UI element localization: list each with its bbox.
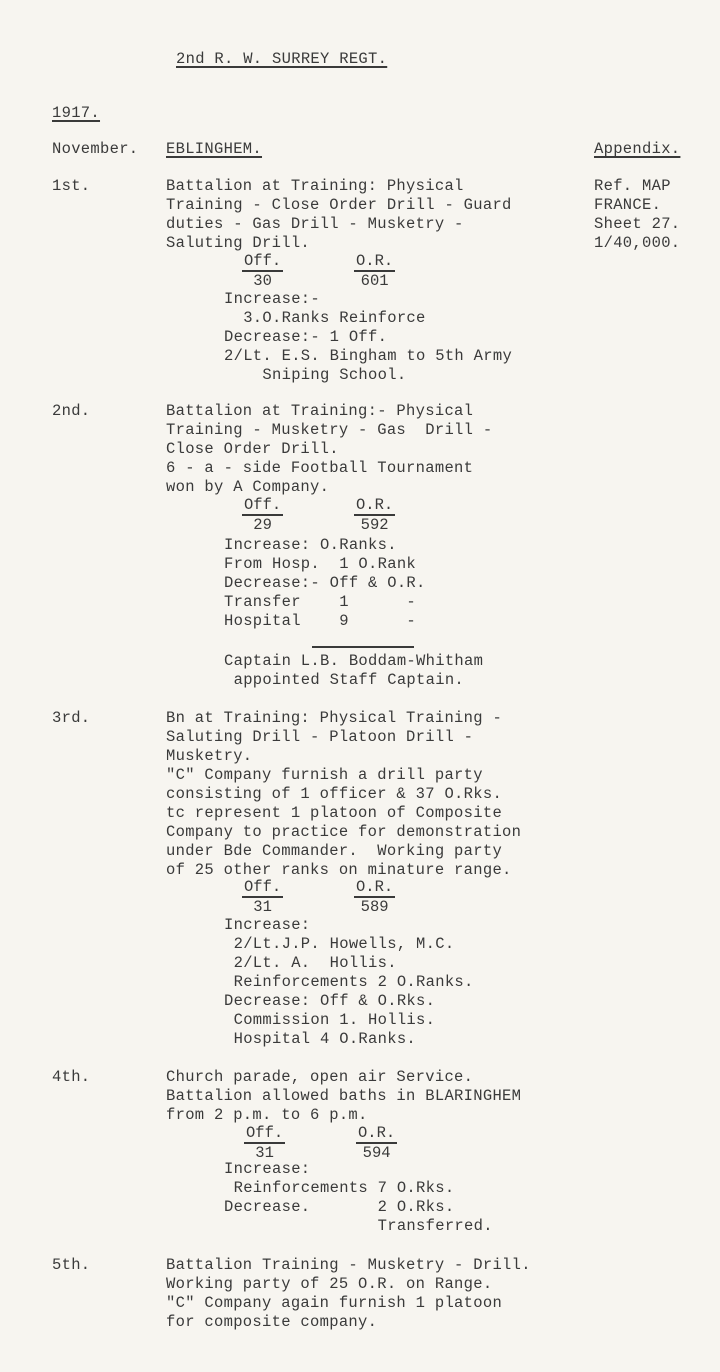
entry-line: Close Order Drill.: [166, 440, 339, 458]
appointment-line: appointed Staff Captain.: [224, 671, 465, 689]
entry-line: Saluting Drill - Platoon Drill -: [166, 728, 474, 746]
entry-line: 6 - a - side Football Tournament: [166, 459, 474, 477]
officers-strength: Off. 31: [246, 1124, 284, 1162]
divider-rule: [312, 646, 414, 648]
entry-line: from 2 p.m. to 6 p.m.: [166, 1106, 368, 1124]
other-ranks-strength: $\frac{O.R.}{592}$: [356, 496, 394, 534]
note-line: Transferred.: [224, 1217, 493, 1235]
year-heading: 1917.: [52, 104, 101, 122]
entry-date: 1st.: [52, 177, 91, 195]
other-ranks-strength: $\frac{O.R.}{594}$: [358, 1124, 396, 1162]
note-line: Sniping School.: [224, 366, 407, 384]
entry-date: 4th.: [52, 1068, 91, 1086]
note-line: 2/Lt. A. Hollis.: [224, 954, 397, 972]
month-label: November.: [52, 140, 139, 158]
regiment-title: 2nd R. W. SURREY REGT.: [176, 50, 388, 68]
appendix-heading: Appendix.: [594, 140, 681, 158]
note-line: Decrease: Off & O.Rks.: [224, 992, 436, 1010]
entry-line: tc represent 1 platoon of Composite: [166, 804, 503, 822]
note-line: Increase: O.Ranks.: [224, 536, 397, 554]
note-line: Increase:: [224, 916, 311, 934]
map-ref-line: Ref. MAP: [594, 177, 671, 195]
entry-line: Saluting Drill.: [166, 234, 311, 252]
entry-line: won by A Company.: [166, 478, 330, 496]
note-line: 2/Lt.J.P. Howells, M.C.: [224, 935, 455, 953]
other-ranks-strength: $\frac{O.R.}{601}$: [356, 252, 394, 290]
entry-line: Battalion Training - Musketry - Drill.: [166, 1256, 531, 1274]
note-line: Reinforcements 7 O.Rks.: [224, 1179, 455, 1197]
entry-line: "C" Company furnish a drill party: [166, 766, 483, 784]
entry-line: Battalion allowed baths in BLARINGHEM: [166, 1087, 522, 1105]
officers-strength: Off. 29: [244, 496, 282, 534]
note-line: 3.O.Ranks Reinforce: [224, 309, 426, 327]
entry-line: "C" Company again furnish 1 platoon: [166, 1294, 503, 1312]
note-line: Decrease:- Off & O.R.: [224, 574, 426, 592]
entry-date: 3rd.: [52, 709, 91, 727]
entry-line: Training - Musketry - Gas Drill -: [166, 421, 493, 439]
note-line: Increase:: [224, 1160, 311, 1178]
entry-line: duties - Gas Drill - Musketry -: [166, 215, 464, 233]
entry-line: Church parade, open air Service.: [166, 1068, 474, 1086]
officers-strength: Off. 30: [244, 252, 282, 290]
entry-line: under Bde Commander. Working party: [166, 842, 503, 860]
entry-line: Musketry.: [166, 747, 253, 765]
note-line: Increase:-: [224, 290, 321, 308]
note-line: From Hosp. 1 O.Rank: [224, 555, 417, 573]
note-line: Reinforcements 2 O.Ranks.: [224, 973, 474, 991]
entry-line: consisting of 1 officer & 37 O.Rks.: [166, 785, 503, 803]
entry-line: Working party of 25 O.R. on Range.: [166, 1275, 493, 1293]
place-heading: EBLINGHEM.: [166, 140, 263, 158]
entry-line: Battalion at Training: Physical: [166, 177, 464, 195]
other-ranks-strength: $\frac{O.R.}{589}$: [356, 878, 394, 916]
entry-line: Training - Close Order Drill - Guard: [166, 196, 512, 214]
note-line: Hospital 9 -: [224, 612, 417, 630]
officers-strength: Off. 31: [244, 878, 282, 916]
entry-line: Bn at Training: Physical Training -: [166, 709, 503, 727]
appointment-line: Captain L.B. Boddam-Whitham: [224, 652, 484, 670]
note-line: Commission 1. Hollis.: [224, 1011, 436, 1029]
entry-date: 2nd.: [52, 402, 91, 420]
note-line: Transfer 1 -: [224, 593, 417, 611]
entry-line: for composite company.: [166, 1313, 378, 1331]
note-line: Hospital 4 O.Ranks.: [224, 1030, 417, 1048]
map-ref-line: Sheet 27.: [594, 215, 681, 233]
entry-date: 5th.: [52, 1256, 91, 1274]
map-ref-line: 1/40,000.: [594, 234, 681, 252]
map-ref-line: FRANCE.: [594, 196, 662, 214]
note-line: 2/Lt. E.S. Bingham to 5th Army: [224, 347, 513, 365]
entry-line: Battalion at Training:- Physical: [166, 402, 474, 420]
note-line: Decrease:- 1 Off.: [224, 328, 388, 346]
note-line: Decrease. 2 O.Rks.: [224, 1198, 455, 1216]
entry-line: Company to practice for demonstration: [166, 823, 522, 841]
entry-line: of 25 other ranks on minature range.: [166, 861, 512, 879]
